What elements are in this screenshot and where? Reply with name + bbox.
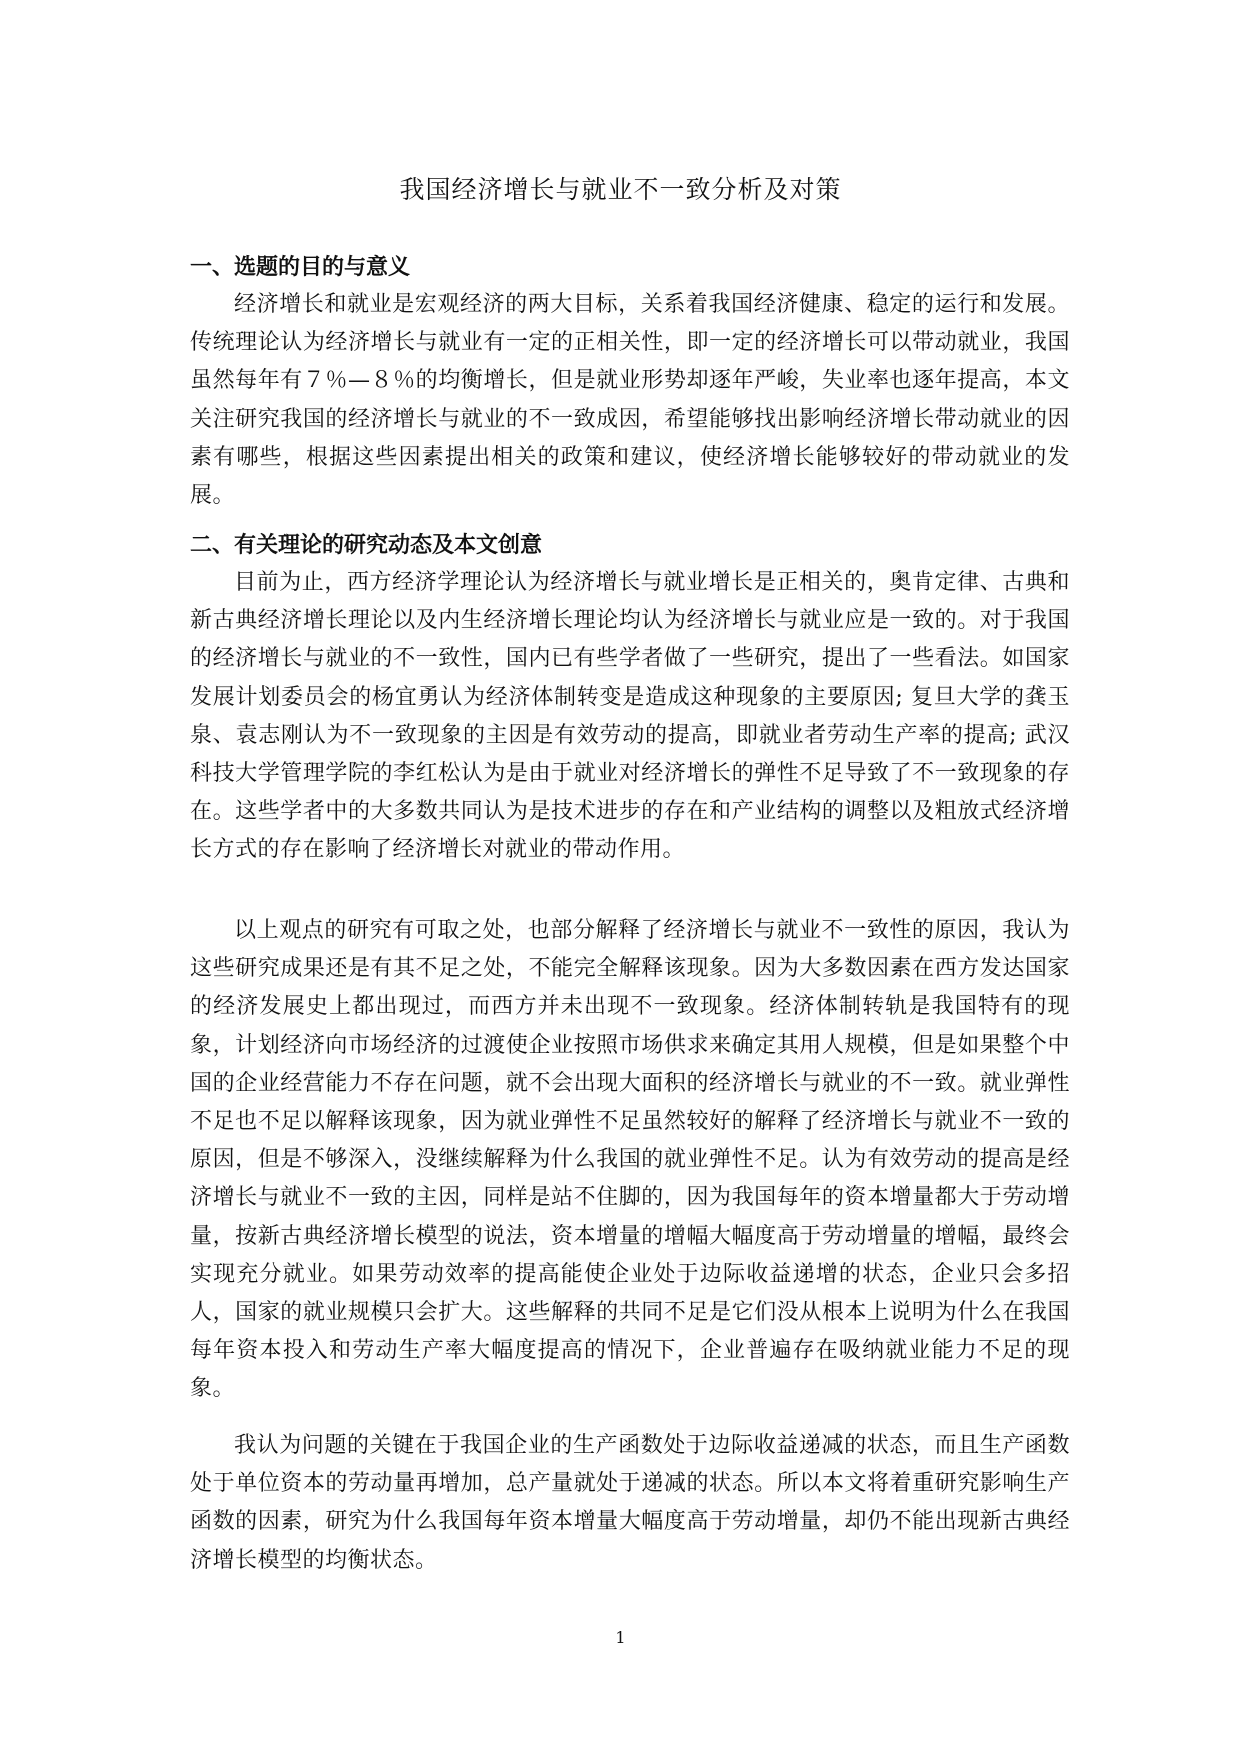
paragraph-thesis: 我认为问题的关键在于我国企业的生产函数处于边际收益递减的状态，而且生产函数处于单位资本的劳动量再增加，总产量就处于递减的状态。所以本文将着重研究影响生产函数的因素，研究为什么我国每年资本增量大幅度高于劳动增量，却仍不能出现新古典经济增长模型的均衡状态。 (190, 1433, 1070, 1573)
document-title: 我国经济增长与就业不一致分析及对策 (399, 175, 842, 204)
page-number: 1 (615, 1628, 626, 1647)
paragraph-research-status: 目前为止，西方经济学理论认为经济增长与就业增长是正相关的，奥肯定律、古典和新古典经济增长理论以及内生经济增长理论均认为经济增长与就业应是一致的。对于我国的经济增长与就业的不一致性，国内已有些学者做了一些研究，提出了一些看法。如国家发展计划委员会的杨宜勇认为经济体制转变是造成这种现象的主要原因; 复旦大学的龚玉泉、袁志刚认为不一致现象的主因是有效劳动的提高，即就业者劳动生产率的提高; 武汉科技大学管理学院的李红松认为是由于就业对经济增长的弹性不足导致了不一致现象的存在。这些学者中的大多数共同认为是技术进步的存在和产业结构的调整以及粗放式经济增长方式的存在影响了经济增长对就业的带动作用。 (190, 570, 1070, 863)
section-heading-purpose: 一、选题的目的与意义 (190, 255, 411, 280)
section-heading-research: 二、有关理论的研究动态及本文创意 (190, 533, 543, 558)
paragraph-critique: 以上观点的研究有可取之处，也部分解释了经济增长与就业不一致性的原因，我认为这些研究成果还是有其不足之处，不能完全解释该现象。因为大多数因素在西方发达国家的经济发展史上都出现过，而西方并未出现不一致现象。经济体制转轨是我国特有的现象，计划经济向市场经济的过渡使企业按照市场供求来确定其用人规模，但是如果整个中国的企业经营能力不存在问题，就不会出现大面积的经济增长与就业的不一致。就业弹性不足也不足以解释该现象，因为就业弹性不足虽然较好的解释了经济增长与就业不一致的原因，但是不够深入，没继续解释为什么我国的就业弹性不足。认为有效劳动的提高是经济增长与就业不一致的主因，同样是站不住脚的，因为我国每年的资本增量都大于劳动增量，按新古典经济增长模型的说法，资本增量的增幅大幅度高于劳动增量的增幅，最终会实现充分就业。如果劳动效率的提高能使企业处于边际收益递增的状态，企业只会多招人，国家的就业规模只会扩大。这些解释的共同不足是它们没从根本上说明为什么在我国每年资本投入和劳动生产率大幅度提高的情况下，企业普遍存在吸纳就业能力不足的现象。 (190, 918, 1070, 1402)
paragraph-purpose: 经济增长和就业是宏观经济的两大目标，关系着我国经济健康、稳定的运行和发展。传统理论认为经济增长与就业有一定的正相关性，即一定的经济增长可以带动就业，我国虽然每年有７％—８％的均衡增长，但是就业形势却逐年严峻，失业率也逐年提高，本文关注研究我国的经济增长与就业的不一致成因，希望能够找出影响经济增长带动就业的因素有哪些，根据这些因素提出相关的政策和建议，使经济增长能够较好的带动就业的发展。 (190, 292, 1070, 509)
